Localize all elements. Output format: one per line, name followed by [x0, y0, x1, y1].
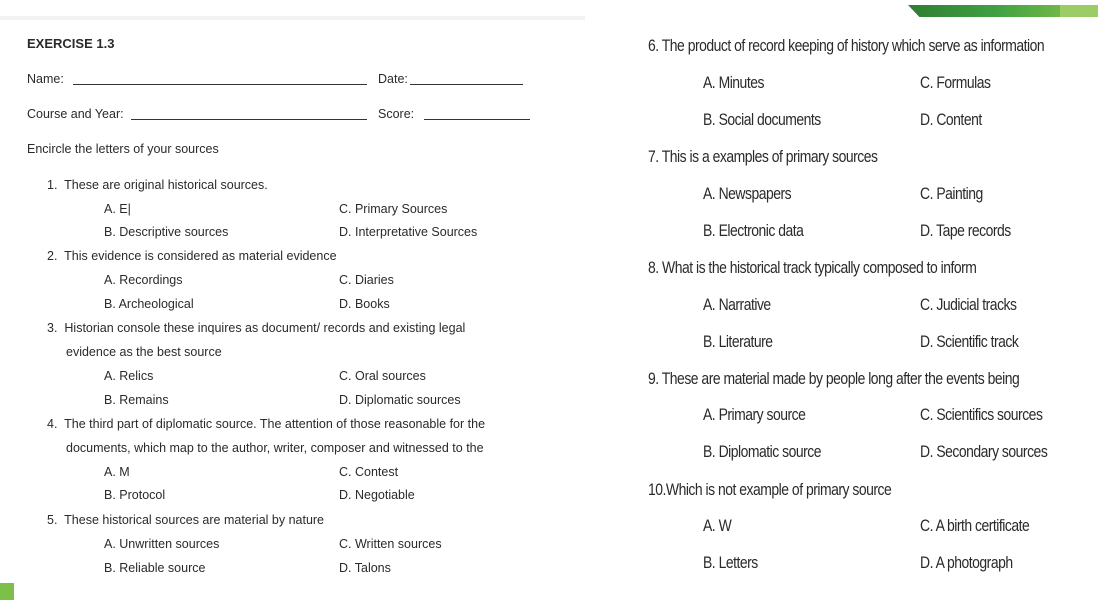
question-number: 5. — [47, 513, 58, 527]
option-d[interactable]: D. Tape records — [920, 221, 1011, 240]
option-d[interactable]: D. Secondary sources — [920, 442, 1048, 461]
option-c[interactable]: C. Written sources — [339, 537, 442, 551]
name-label: Name: — [27, 72, 64, 86]
exercise-title: EXERCISE 1.3 — [27, 36, 115, 51]
option-c[interactable]: C. Judicial tracks — [920, 295, 1017, 314]
option-b[interactable]: B. Diplomatic source — [703, 442, 821, 461]
course-line[interactable] — [131, 119, 367, 120]
option-c[interactable]: C. Formulas — [920, 73, 991, 92]
score-line[interactable] — [424, 119, 530, 120]
date-label: Date: — [378, 72, 408, 86]
date-line[interactable] — [410, 84, 523, 85]
option-c[interactable]: C. Diaries — [339, 273, 394, 287]
question-text: These are original historical sources. — [64, 178, 268, 192]
option-b[interactable]: B. Social documents — [703, 110, 821, 129]
option-b[interactable]: B. Remains — [104, 393, 169, 407]
option-b[interactable]: B. Descriptive sources — [104, 225, 229, 239]
option-a[interactable]: A. W — [703, 516, 732, 535]
option-d[interactable]: D. Talons — [339, 561, 391, 575]
question-number: 4. — [47, 417, 58, 431]
option-a[interactable]: A. Unwritten sources — [104, 537, 220, 551]
question-9: 9. These are material made by people long after the events being — [648, 369, 1020, 388]
name-line[interactable] — [73, 84, 367, 85]
option-b[interactable]: B. Archeological — [104, 297, 194, 311]
question-4 — [47, 417, 485, 431]
question-text: The third part of diplomatic source. The attention of those reasonable for the — [64, 417, 486, 431]
instruction-text: Encircle the letters of your sources — [27, 142, 219, 156]
question-7: 7. This is a examples of primary sources — [648, 147, 878, 166]
score-label: Score: — [378, 107, 415, 121]
course-label: Course and Year: — [27, 107, 124, 121]
question-text-cont: evidence as the best source — [66, 345, 222, 359]
option-d[interactable]: D. Diplomatic sources — [339, 393, 461, 407]
question-number: 1. — [47, 178, 58, 192]
option-b[interactable]: B. Protocol — [104, 488, 166, 502]
option-c[interactable]: C. A birth certificate — [920, 516, 1030, 535]
question-text: These historical sources are material by nature — [64, 513, 325, 527]
question-8: 8. What is the historical track typically composed to inform — [648, 258, 977, 277]
option-a[interactable]: A. Relics — [104, 369, 154, 383]
question-10: 10.Which is not example of primary source — [648, 480, 892, 499]
question-text-cont: documents, which map to the author, writer, composer and witnessed to the — [66, 441, 484, 455]
option-d[interactable]: D. Books — [339, 297, 390, 311]
question-6: 6. The product of record keeping of history which serve as information — [648, 36, 1045, 55]
option-a[interactable]: A. Minutes — [703, 73, 764, 92]
option-c[interactable]: C. Contest — [339, 465, 399, 479]
option-a[interactable]: A. Narrative — [703, 295, 771, 314]
option-a[interactable]: A. M — [104, 465, 130, 479]
option-b[interactable]: B. Letters — [703, 553, 758, 572]
option-a[interactable]: A. Primary source — [703, 405, 806, 424]
option-d[interactable]: D. Negotiable — [339, 488, 415, 502]
question-2 — [47, 249, 337, 263]
option-b[interactable]: B. Literature — [703, 332, 773, 351]
option-d[interactable]: D. Scientific track — [920, 332, 1019, 351]
option-d[interactable]: D. A photograph — [920, 553, 1013, 572]
option-a[interactable]: A. Recordings — [104, 273, 183, 287]
question-number: 2. — [47, 249, 58, 263]
question-number: 3. — [47, 321, 58, 335]
option-c[interactable]: C. Primary Sources — [339, 202, 448, 216]
option-b[interactable]: B. Reliable source — [104, 561, 206, 575]
option-d[interactable]: D. Content — [920, 110, 982, 129]
question-text: Historian console these inquires as document/ records and existing legal — [64, 321, 466, 335]
right-worksheet-page — [600, 0, 1103, 600]
option-a[interactable]: A. Newspapers — [703, 184, 792, 203]
question-text: This evidence is considered as material evidence — [64, 249, 337, 263]
question-3 — [47, 321, 465, 335]
option-a[interactable]: A. E| — [104, 202, 131, 216]
option-c[interactable]: C. Scientifics sources — [920, 405, 1043, 424]
question-5 — [47, 513, 324, 527]
question-1 — [47, 178, 268, 192]
option-b[interactable]: B. Electronic data — [703, 221, 804, 240]
option-d[interactable]: D. Interpretative Sources — [339, 225, 478, 239]
option-c[interactable]: C. Painting — [920, 184, 983, 203]
option-c[interactable]: C. Oral sources — [339, 369, 426, 383]
